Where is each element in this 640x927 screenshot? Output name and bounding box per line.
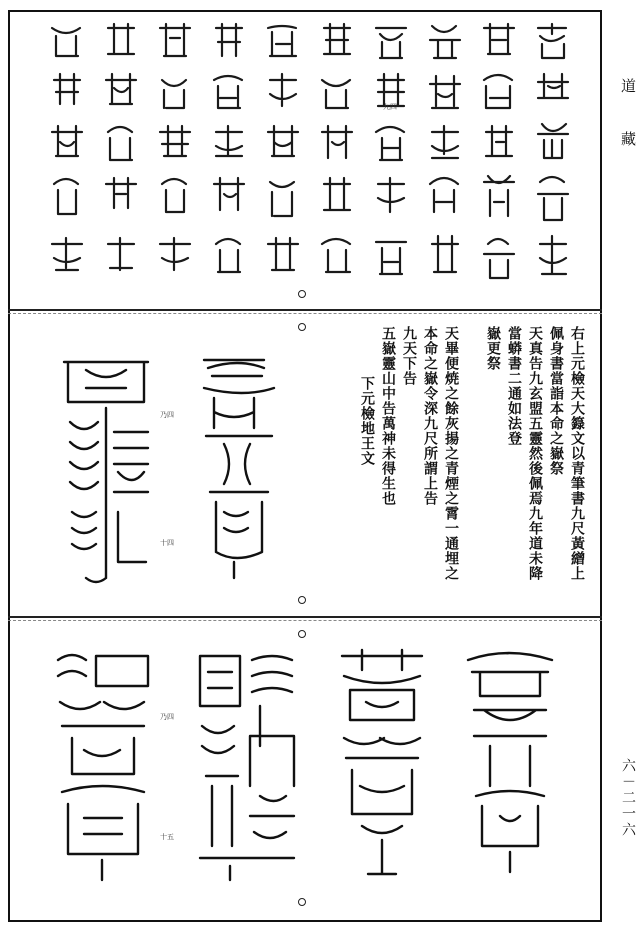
middle-marker-bottom: 十四 [160,539,174,547]
binding-hole [298,323,306,331]
talisman-figure [194,352,284,582]
text-column: 本命之嶽令深九尺所謂上告 [422,326,438,506]
text-column: 天畢便焼之餘灰揚之青煙之霄一通埋之 [443,326,459,581]
bottom-marker-bottom: 十五 [160,833,174,841]
text-column: 五嶽靈山中告萬神未得生也 [380,326,396,506]
seal-column [484,24,514,278]
fold-line [8,620,602,621]
talisman-figure [460,646,560,876]
seal-column [538,24,568,274]
talisman-figure [56,352,156,592]
middle-marker-top: 乃四 [160,411,174,419]
seal-column [214,24,244,272]
text-column: 下元檢地王文 [359,376,375,466]
seal-column [52,28,82,270]
bottom-marker-top: 乃四 [160,713,174,721]
text-column: 佩身書當詣本命之嶽祭 [548,326,564,476]
seal-column [160,24,190,270]
binding-hole [298,596,306,604]
text-column: 嶽更祭 [485,326,501,371]
seal-column [268,26,298,270]
collection-title: 道 藏 [619,78,637,156]
seal-script-glyphs [14,14,600,306]
seal-column [376,28,406,274]
talisman-figure [190,646,300,886]
text-column: 當蟒書二通如法登 [506,326,522,446]
page-number: 六－二一六 [620,758,636,838]
seal-column [322,24,352,272]
binding-hole [298,630,306,638]
text-column: 右上元檢天大籙文以青筆書九尺黃繒上 [569,326,585,581]
panel-divider-top [8,309,602,311]
fold-line [8,313,602,314]
talisman-figure [332,646,432,886]
text-column: 天真告九玄盟五靈然後佩焉九年道未降 [527,326,543,581]
seal-column [430,26,460,272]
top-panel-marker: 九四 [383,103,397,111]
panel-divider-bottom [8,616,602,618]
seal-column [106,24,136,270]
text-column: 九天下告 [401,326,417,386]
talisman-figure [48,646,158,886]
binding-hole [298,898,306,906]
